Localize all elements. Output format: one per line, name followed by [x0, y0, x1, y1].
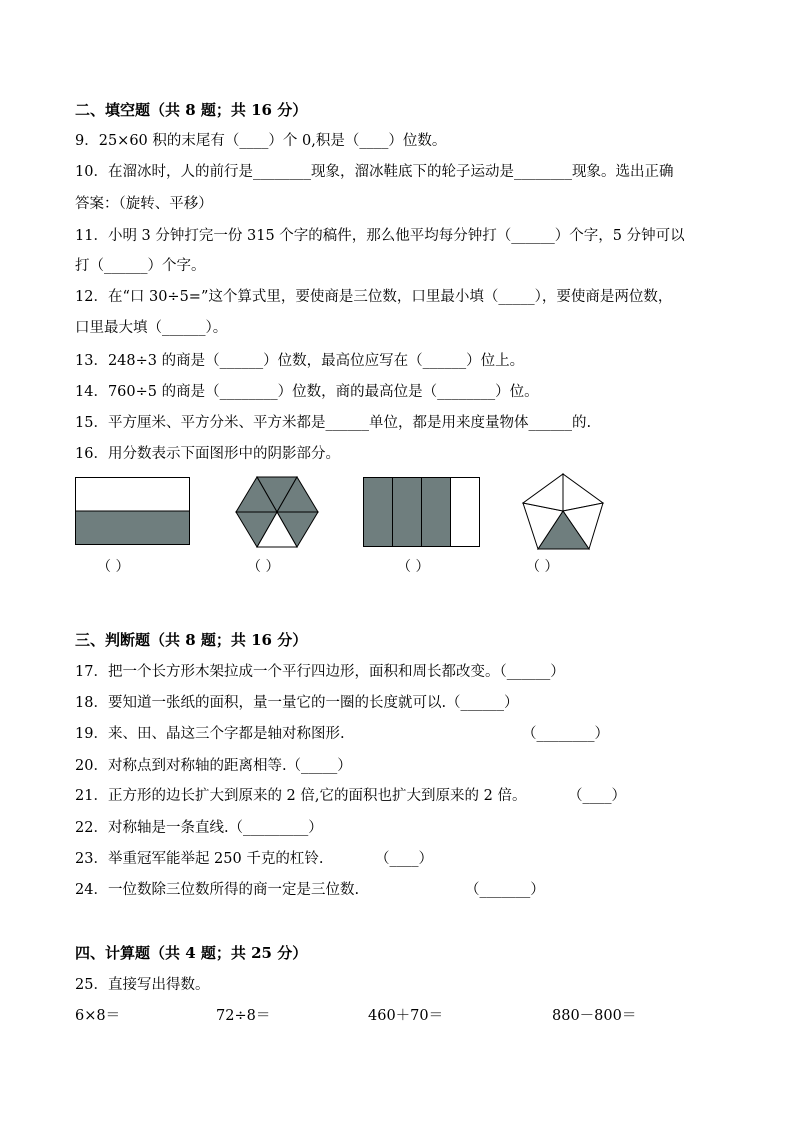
answer-blank-1: （ ） [97, 559, 130, 575]
question-23: 23．举重冠军能举起 250 千克的杠铃. [75, 851, 324, 867]
calc-item-2: 72÷8＝ [216, 1008, 271, 1024]
question-22: 22．对称轴是一条直线.（_________） [75, 820, 323, 836]
shaded-rectangle-figure [75, 477, 191, 547]
question-16: 16．用分数表示下面图形中的阴影部分。 [75, 446, 340, 462]
question-21-blank: （____） [568, 788, 626, 804]
question-12-line-1: 12．在“口 30÷5=”这个算式里，要使商是三位数，口里最小填（_____），要使商是两位数， [75, 289, 673, 305]
question-11-line-2: 打（______）个字。 [75, 258, 206, 274]
calc-item-3: 460＋70＝ [368, 1008, 444, 1024]
question-19: 19．来、田、晶这三个字都是轴对称图形. [75, 726, 345, 742]
question-23-blank: （____） [375, 851, 433, 867]
calc-item-1: 6×8＝ [75, 1008, 121, 1024]
question-20: 20．对称点到对称轴的距离相等.（_____） [75, 758, 352, 774]
question-24: 24．一位数除三位数所得的商一定是三位数. [75, 882, 360, 898]
section-3-heading: 三、判断题（共 8 题；共 16 分） [75, 631, 308, 649]
rectangle-shaded-half [76, 511, 190, 545]
question-19-blank: （________） [522, 726, 609, 742]
question-11-line-1: 11．小明 3 分钟打完一份 315 个字的稿件，那么他平均每分钟打（______）个字，5 分钟可以 [75, 228, 685, 244]
question-18: 18．要知道一张纸的面积，量一量它的一圈的长度就可以.（______） [75, 695, 519, 711]
question-10-line-1: 10．在溜冰时，人的前行是________现象，溜冰鞋底下的轮子运动是________现象。选出正确 [75, 164, 674, 180]
section-4-heading: 四、计算题（共 4 题；共 25 分） [75, 944, 308, 962]
answer-blank-4: （ ） [526, 559, 559, 575]
question-17: 17．把一个长方形木架拉成一个平行四边形，面积和周长都改变。（______） [75, 664, 565, 680]
question-13: 13．248÷3 的商是（______）位数，最高位应写在（______）位上。 [75, 353, 525, 369]
question-14: 14．760÷5 的商是（________）位数，商的最高位是（________）位。 [75, 384, 539, 400]
question-12-line-2: 口里最大填（______）。 [75, 320, 228, 336]
answer-blank-3: （ ） [397, 559, 430, 575]
shaded-strips-figure [363, 477, 481, 549]
question-10-line-2: 答案：（旋转、平移） [75, 196, 213, 212]
shaded-pentagon-figure [518, 471, 608, 553]
question-21: 21．正方形的边长扩大到原来的 2 倍,它的面积也扩大到原来的 2 倍。 [75, 788, 527, 804]
shaded-hexagon-figure [230, 473, 324, 553]
question-9: 9．25×60 积的末尾有（____）个 0,积是（____）位数。 [75, 133, 447, 149]
question-15: 15．平方厘米、平方分米、平方米都是______单位，都是用来度量物体______的. [75, 415, 592, 431]
section-2-heading: 二、填空题（共 8 题；共 16 分） [75, 101, 308, 119]
calc-item-4: 880－800＝ [552, 1008, 637, 1024]
question-25: 25．直接写出得数。 [75, 977, 210, 993]
answer-blank-2: （ ） [247, 559, 280, 575]
question-24-blank: （_______） [465, 882, 545, 898]
